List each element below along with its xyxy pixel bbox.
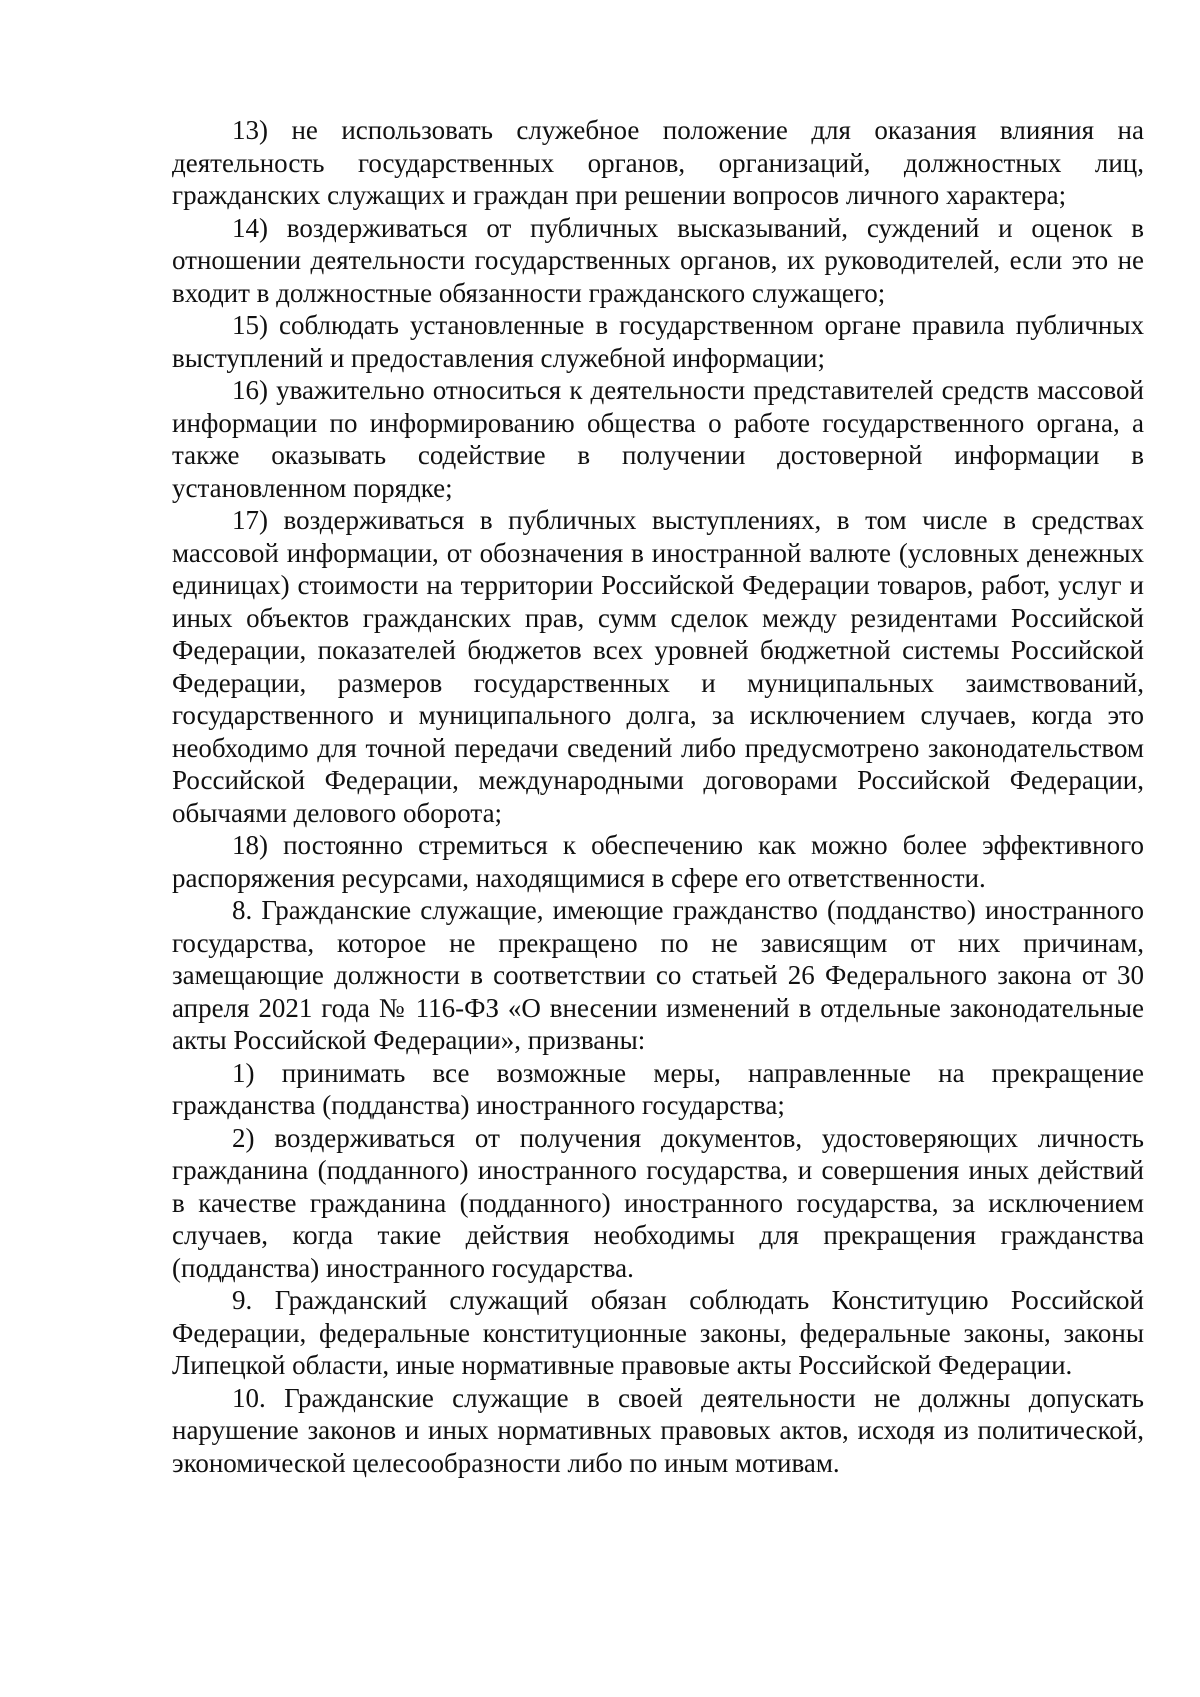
paragraph-item-15: 15) соблюдать установленные в государственном органе правила публичных выступлений и предоставления служебной информации; [172, 310, 1144, 373]
paragraph-subitem-2: 2) воздерживаться от получения документов, удостоверяющих личность гражданина (подданного) иностранного государства, и совершения иных действий в качестве гражданина (подданного) иностранного государства, за исключением случаев, когда такие действия необходимы для прекращения гражданства (подданства) иностранного государства. [172, 1122, 1144, 1283]
document-body [172, 114, 1144, 1479]
paragraph-section-8: 8. Гражданские служащие, имеющие гражданство (подданство) иностранного государства, которое не прекращено по не зависящим от них причинам, замещающие должности в соответствии со статьей 26 Федерального закона от 30 апреля 2021 года № 116-ФЗ «О внесении изменений в отдельные законодательные акты Российской Федерации», призваны: [172, 895, 1144, 1055]
paragraph-section-9: 9. Гражданский служащий обязан соблюдать Конституцию Российской Федерации, федеральные конституционные законы, федеральные законы, законы Липецкой области, иные нормативные правовые акты Российской Федерации. [172, 1285, 1144, 1380]
paragraph-item-16: 16) уважительно относиться к деятельности представителей средств массовой информации по информированию общества о работе государственного органа, а также оказывать содействие в получении достоверной информации в установленном порядке; [172, 375, 1144, 503]
paragraph-item-14: 14) воздерживаться от публичных высказываний, суждений и оценок в отношении деятельности государственных органов, их руководителей, если это не входит в должностные обязанности гражданского служащего; [172, 212, 1144, 308]
paragraph-item-18: 18) постоянно стремиться к обеспечению как можно более эффективного распоряжения ресурсами, находящимися в сфере его ответственности. [172, 830, 1144, 893]
paragraph-item-13: 13) не использовать служебное положение для оказания влияния на деятельность государственных органов, организаций, должностных лиц, гражданских служащих и граждан при решении вопросов личного характера; [172, 115, 1144, 210]
paragraph-subitem-1: 1) принимать все возможные меры, направленные на прекращение гражданства (подданства) иностранного государства; [172, 1057, 1144, 1120]
paragraph-section-10: 10. Гражданские служащие в своей деятельности не должны допускать нарушение законов и иных нормативных правовых актов, исходя из политической, экономической целесообразности либо по иным мотивам. [172, 1382, 1144, 1478]
paragraph-item-17: 17) воздерживаться в публичных выступлениях, в том числе в средствах массовой информации, от обозначения в иностранной валюте (условных денежных единицах) стоимости на территории Российской Федерации товаров, работ, услуг и иных объектов гражданских прав, сумм сделок между резидентами Российской Федерации, показателей бюджетов всех уровней бюджетной системы Российской Федерации, размеров государственных и муниципальных заимствований, государственного и муниципального долга, за исключением случаев, когда это необходимо для точной передачи сведений либо предусмотрено законодательством Российской Федерации, международными договорами Российской Федерации, обычаями делового оборота; [172, 505, 1144, 828]
